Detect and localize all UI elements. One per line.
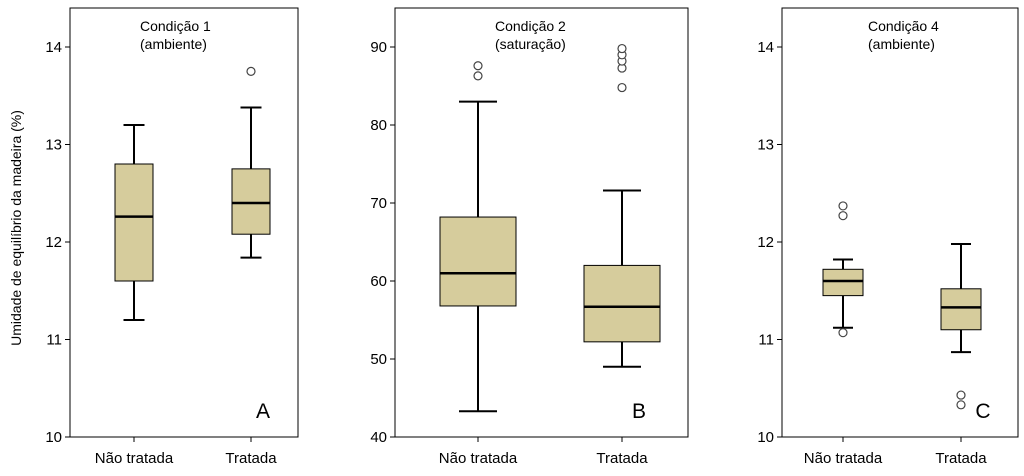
panel-title-line-1-0: Condição 1	[140, 18, 211, 34]
panel-title-line-2-1: (saturação)	[495, 36, 566, 52]
y-tick-label-1-3: 13	[45, 136, 62, 154]
y-axis-label: Umidade de equilíbrio da madeira (%)	[8, 110, 24, 346]
iqr-box-1-0	[115, 164, 153, 281]
panel-letter-1: A	[255, 400, 271, 423]
panel-title-line-1-1: (ambiente)	[140, 36, 207, 52]
y-tick-label-3-2: 12	[757, 234, 774, 251]
x-category-label-3-0: Não tratada	[803, 450, 883, 467]
iqr-box-2-0	[440, 217, 516, 306]
outlier-point-3-1-0	[957, 401, 965, 409]
outlier-point-2-1-4	[618, 45, 626, 53]
y-tick-label-2-1: 50	[370, 351, 387, 368]
outlier-point-3-1-1	[957, 391, 965, 399]
outlier-point-2-0-1	[474, 62, 482, 70]
outlier-point-2-1-0	[618, 84, 626, 92]
x-category-label-2-1: Tratada	[596, 450, 648, 467]
x-category-label-1-0: Não tratada	[94, 450, 174, 467]
panel-frame-3	[782, 8, 1018, 437]
y-tick-label-2-3: 70	[370, 195, 387, 212]
y-tick-label-3-0: 10	[757, 429, 774, 446]
iqr-box-3-0	[823, 269, 863, 295]
iqr-box-1-1	[232, 169, 270, 234]
y-tick-label-3-1: 11	[758, 331, 774, 349]
outlier-point-3-0-1	[839, 212, 847, 220]
y-tick-label-1-0: 10	[45, 429, 62, 446]
panel-title-line-3-1: (ambiente)	[868, 36, 935, 52]
panel-letter-2: B	[631, 400, 647, 423]
iqr-box-2-1	[584, 265, 660, 341]
iqr-box-3-1	[941, 289, 981, 330]
y-tick-label-2-4: 80	[370, 117, 387, 134]
outlier-point-3-0-2	[839, 202, 847, 210]
y-tick-label-2-2: 60	[370, 273, 387, 290]
panel-title-line-2-0: Condição 2	[495, 18, 566, 34]
y-tick-label-1-2: 12	[45, 234, 62, 251]
x-category-label-3-1: Tratada	[935, 450, 987, 467]
x-category-label-1-1: Tratada	[225, 450, 277, 467]
y-tick-label-2-0: 40	[370, 429, 387, 446]
x-category-label-2-0: Não tratada	[438, 450, 518, 467]
y-tick-label-1-1: 11	[46, 331, 62, 349]
outlier-point-2-0-0	[474, 72, 482, 80]
y-tick-label-1-4: 14	[45, 39, 62, 56]
y-tick-label-3-3: 13	[757, 136, 774, 154]
outlier-point-1-1-0	[247, 67, 255, 75]
panel-title-line-3-0: Condição 4	[868, 18, 939, 34]
y-tick-label-3-4: 14	[757, 39, 774, 56]
outlier-point-3-0-0	[839, 329, 847, 337]
panel-frame-2	[395, 8, 688, 437]
y-tick-label-2-5: 90	[370, 39, 387, 56]
panel-letter-3: C	[975, 400, 991, 423]
